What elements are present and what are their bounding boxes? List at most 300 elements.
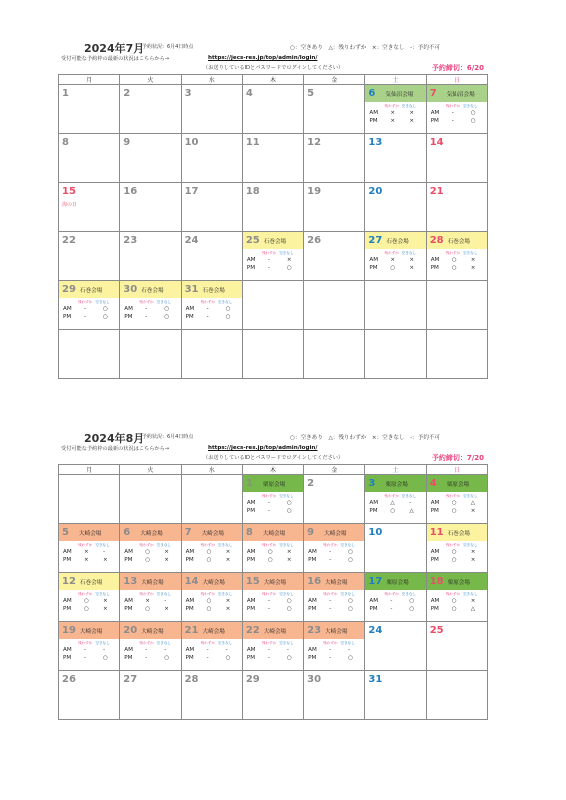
header-none-left: 空きなし [401, 592, 417, 596]
status-none-left: × [409, 257, 415, 263]
am-label: AM [430, 598, 440, 604]
header-none-left: 空きなし [463, 494, 478, 498]
status-few-left: ○ [206, 557, 212, 563]
day-number: 15 [62, 186, 76, 197]
empty-cell [181, 475, 242, 524]
header-few-left: 残わずか [200, 592, 215, 596]
empty-cell [426, 330, 487, 379]
am-row [369, 499, 425, 507]
am-row [308, 548, 364, 556]
day-cell[interactable] [426, 475, 487, 524]
day-cell[interactable] [365, 622, 426, 671]
am-label: AM [246, 647, 256, 653]
day-cell[interactable] [59, 671, 120, 720]
am-label: AM [185, 306, 195, 312]
status-few-left: ○ [206, 598, 212, 604]
pm-row [124, 556, 180, 564]
venue-name: 大崎会場 [79, 628, 103, 635]
status-none-left: × [470, 265, 476, 271]
header-none-left: 空きなし [279, 592, 294, 596]
login-link[interactable]: https://jecs-res.jp/top/admin/login/ [208, 55, 318, 61]
header-few-left: 残わずか [261, 592, 277, 596]
pm-label: PM [63, 655, 72, 661]
header-none-left: 空きなし [463, 592, 478, 596]
day-number: 5 [62, 527, 69, 538]
day-header [365, 671, 425, 688]
am-label: AM [308, 647, 317, 653]
day-number: 29 [245, 674, 260, 685]
day-header [59, 85, 119, 102]
pm-row [63, 654, 119, 662]
day-cell[interactable] [426, 622, 487, 671]
day-cell[interactable] [304, 573, 365, 622]
pm-row [369, 264, 425, 272]
status-none-left: ○ [348, 606, 354, 612]
venue-name: 石巻会場 [141, 287, 164, 294]
calendar-grid [58, 464, 488, 720]
status-few-left: - [329, 606, 332, 612]
status-few-left: ○ [451, 257, 457, 263]
am-row [186, 646, 242, 654]
venue-name: 石巻会場 [79, 287, 103, 294]
day-cell[interactable] [181, 524, 242, 573]
venue-name: 大崎会場 [202, 579, 225, 586]
status-few-left: ○ [451, 598, 457, 604]
month-title: 2024年7月 [84, 42, 145, 55]
day-cell[interactable] [59, 524, 120, 573]
status-few-left: ○ [451, 508, 457, 514]
day-cell[interactable] [181, 573, 242, 622]
pm-row [186, 556, 242, 564]
status-none-left: × [164, 557, 169, 563]
login-link[interactable]: https://jecs-res.jp/top/admin/login/ [208, 445, 318, 451]
header-few-left: 残わずか [261, 494, 277, 498]
day-number: 3 [368, 478, 376, 489]
day-cell[interactable] [181, 281, 242, 330]
status-none-left: △ [470, 500, 475, 506]
status-few-left: ○ [206, 606, 212, 612]
day-header [59, 183, 119, 200]
pm-label: PM [369, 508, 378, 514]
day-cell[interactable] [426, 573, 487, 622]
pm-label: PM [430, 265, 439, 271]
day-header [365, 573, 425, 590]
header-few-left: 残わずか [445, 592, 461, 596]
day-cell[interactable] [59, 281, 120, 330]
day-header [120, 232, 180, 249]
header-none-left: 空きなし [95, 592, 110, 596]
week-row [59, 671, 488, 720]
venue-name: 大崎会場 [263, 579, 287, 586]
status-few-left: - [145, 647, 148, 653]
day-cell[interactable] [304, 475, 365, 524]
day-cell[interactable] [59, 183, 120, 232]
day-header [304, 183, 364, 200]
venue-name: 大崎会場 [201, 530, 224, 537]
day-cell[interactable] [59, 232, 120, 281]
deadline-label: 予約締切：6/20 [431, 64, 484, 72]
day-cell[interactable] [365, 475, 426, 524]
day-header [427, 85, 487, 102]
status-few-left: - [267, 655, 270, 661]
am-label: AM [185, 598, 195, 604]
header-few-left: 残わずか [445, 543, 461, 547]
day-cell[interactable] [120, 183, 181, 232]
venue-name: 大崎会場 [263, 628, 287, 635]
status-none-left: × [225, 598, 231, 604]
day-cell[interactable] [181, 232, 242, 281]
am-label: AM [430, 257, 440, 263]
day-number: 7 [184, 527, 192, 538]
day-header [304, 671, 364, 688]
pm-label: PM [124, 314, 133, 320]
day-header [304, 524, 364, 541]
venue-name: 大崎会場 [202, 628, 225, 635]
day-cell[interactable] [426, 183, 487, 232]
day-header [304, 475, 364, 492]
week-row [59, 232, 488, 281]
day-cell[interactable] [365, 232, 426, 281]
am-label: AM [124, 647, 133, 653]
pm-row [247, 507, 303, 515]
status-none-left: - [409, 500, 412, 506]
calendar-july [58, 40, 488, 379]
day-header [365, 622, 425, 639]
header-none-left: 空きなし [95, 300, 110, 304]
day-cell[interactable] [181, 183, 242, 232]
status-few-left: ○ [451, 500, 457, 506]
header-few-left: 残わずか [200, 641, 215, 645]
day-number: 4 [429, 478, 437, 489]
day-cell[interactable] [120, 85, 181, 134]
header-none-left: 空きなし [340, 543, 355, 547]
day-number: 31 [184, 284, 199, 295]
pm-row [247, 605, 303, 613]
day-cell[interactable] [120, 573, 181, 622]
day-number: 12 [307, 137, 322, 148]
status-few-left: - [145, 314, 148, 320]
venue-name: 栗原会場 [386, 579, 409, 586]
calendar-august [58, 430, 488, 720]
am-row [63, 305, 119, 313]
empty-cell [120, 330, 181, 379]
day-number: 2 [123, 88, 131, 99]
day-number: 3 [184, 88, 192, 99]
day-header [59, 232, 119, 249]
status-few-left: - [206, 306, 209, 312]
day-cell[interactable] [304, 134, 365, 183]
day-number: 13 [368, 137, 383, 148]
day-number: 16 [123, 186, 138, 197]
header-few-left: 残わずか [323, 543, 338, 547]
empty-cell [365, 330, 426, 379]
day-number: 8 [62, 137, 69, 148]
pm-label: PM [308, 655, 317, 661]
am-label: AM [369, 598, 379, 604]
header-none-left: 空きなし [217, 592, 233, 596]
day-cell[interactable] [365, 85, 426, 134]
am-label: AM [63, 549, 72, 555]
day-cell[interactable] [181, 671, 242, 720]
day-header [59, 524, 119, 541]
day-cell[interactable] [59, 622, 120, 671]
pm-label: PM [430, 557, 439, 563]
day-number: 13 [123, 576, 138, 587]
day-cell[interactable] [365, 671, 426, 720]
status-none-left: ○ [409, 598, 415, 604]
day-header [243, 622, 303, 639]
header-none-left: 空きなし [463, 251, 478, 255]
day-header [120, 622, 180, 639]
day-cell[interactable] [120, 622, 181, 671]
status-none-left: △ [409, 508, 414, 514]
day-header [182, 183, 242, 200]
day-cell[interactable] [304, 85, 365, 134]
status-few-left: ○ [451, 265, 457, 271]
header-few-left: 残わずか [384, 494, 399, 498]
day-cell[interactable] [242, 134, 303, 183]
status-none-left: ○ [286, 508, 292, 514]
pm-row [63, 313, 119, 321]
status-none-left: ○ [286, 655, 292, 661]
status-few-left: - [329, 598, 332, 604]
header-none-left: 空きなし [217, 641, 233, 645]
header-none-left: 空きなし [156, 543, 172, 547]
am-label: AM [124, 549, 133, 555]
weekday-label: 日 [426, 75, 487, 85]
day-cell[interactable] [242, 183, 303, 232]
day-header [365, 232, 425, 249]
pm-row [431, 605, 487, 613]
day-cell[interactable] [59, 85, 120, 134]
header-few-left: 残わずか [384, 592, 399, 596]
pm-label: PM [246, 606, 256, 612]
day-number: 6 [368, 88, 376, 99]
pm-row [247, 264, 303, 272]
am-label: AM [308, 598, 317, 604]
day-cell[interactable] [120, 281, 181, 330]
am-row [186, 305, 242, 313]
day-number: 9 [307, 527, 315, 538]
pm-row [431, 264, 487, 272]
day-cell[interactable] [242, 622, 303, 671]
day-cell[interactable] [365, 183, 426, 232]
pm-row [431, 117, 487, 125]
day-cell[interactable] [120, 134, 181, 183]
week-row [59, 183, 488, 232]
pm-label: PM [185, 557, 194, 563]
empty-cell [365, 281, 426, 330]
day-cell[interactable] [304, 622, 365, 671]
day-number: 27 [368, 235, 383, 246]
day-header [182, 524, 242, 541]
day-number: 26 [62, 674, 76, 685]
day-cell[interactable] [242, 85, 303, 134]
pm-row [124, 605, 180, 613]
day-cell[interactable] [59, 134, 120, 183]
day-header [427, 232, 487, 249]
day-header [120, 671, 180, 688]
legend: ○：空きあり △：残りわずか ×：空きなし -：予約不可 [290, 435, 441, 441]
pm-label: PM [369, 606, 378, 612]
week-row [59, 573, 488, 622]
status-few-left: ○ [145, 557, 151, 563]
status-none-left: ○ [164, 655, 170, 661]
day-number: 29 [62, 284, 76, 295]
empty-cell [242, 281, 303, 330]
header-none-left: 空きなし [279, 543, 294, 547]
status-none-left: ○ [409, 606, 415, 612]
legend: ○：空きあり △：残りわずか ×：空きなし -：予約不可 [290, 45, 441, 51]
status-few-left: × [84, 557, 89, 563]
status-none-left: - [164, 598, 167, 604]
status-few-left: - [451, 110, 454, 116]
header-none-left: 空きなし [463, 543, 478, 547]
header-none-left: 空きなし [156, 592, 172, 596]
header-few-left: 残わずか [445, 494, 461, 498]
day-cell[interactable] [181, 134, 242, 183]
weekday-label: 金 [304, 75, 365, 85]
day-cell[interactable] [120, 671, 181, 720]
status-none-left: × [470, 598, 476, 604]
day-cell[interactable] [426, 134, 487, 183]
header-none-left: 空きなし [279, 494, 294, 498]
venue-name: 栗原会場 [262, 481, 286, 488]
day-number: 23 [307, 625, 322, 636]
status-none-left: ○ [164, 306, 170, 312]
venue-name: 石巻会場 [79, 579, 103, 586]
venue-name: 石巻会場 [263, 238, 287, 245]
day-cell[interactable] [120, 232, 181, 281]
day-header [182, 134, 242, 151]
venue-name: 大崎会場 [140, 530, 163, 537]
status-few-left: - [206, 314, 209, 320]
am-row [63, 646, 119, 654]
am-row [124, 597, 180, 605]
venue-name: 石巻会場 [447, 238, 470, 245]
day-number: 4 [245, 88, 253, 99]
status-none-left: ○ [103, 306, 108, 312]
header-few-left: 残わずか [139, 641, 154, 645]
status-none-left: ○ [348, 598, 354, 604]
day-cell[interactable] [426, 232, 487, 281]
empty-cell [59, 475, 120, 524]
am-label: AM [185, 647, 195, 653]
status-few-left: ○ [451, 606, 457, 612]
day-number: 2 [307, 478, 315, 489]
am-row [247, 548, 303, 556]
pm-row [247, 556, 303, 564]
venue-name: 大崎会場 [141, 628, 164, 635]
status-few-left: - [329, 655, 332, 661]
month-title: 2024年8月 [84, 432, 145, 445]
empty-cell [426, 281, 487, 330]
am-row [369, 597, 425, 605]
day-cell[interactable] [304, 524, 365, 573]
am-label: AM [246, 549, 256, 555]
status-few-left: - [145, 655, 148, 661]
am-label: AM [63, 647, 72, 653]
am-row [431, 109, 487, 117]
pm-label: PM [430, 118, 439, 124]
header-few-left: 残わずか [323, 592, 338, 596]
pm-row [186, 313, 242, 321]
status-none-left: ○ [470, 110, 476, 116]
day-header [59, 573, 119, 590]
status-none-left: ○ [164, 314, 170, 320]
pm-label: PM [124, 606, 133, 612]
day-number: 21 [429, 186, 444, 197]
am-label: AM [369, 500, 379, 506]
day-cell[interactable] [242, 475, 303, 524]
day-cell[interactable] [365, 573, 426, 622]
day-cell[interactable] [242, 573, 303, 622]
am-row [63, 597, 119, 605]
venue-name: 気仙沼会場 [446, 91, 475, 98]
day-cell[interactable] [242, 524, 303, 573]
header-few-left: 残わずか [384, 104, 399, 108]
venue-name: 栗原会場 [446, 481, 470, 488]
status-none-left: ○ [348, 549, 354, 555]
am-row [186, 597, 242, 605]
am-label: AM [246, 598, 256, 604]
day-cell[interactable] [426, 85, 487, 134]
day-header [427, 475, 487, 492]
status-none-left: ○ [286, 500, 292, 506]
status-none-left: - [164, 647, 167, 653]
venue-name: 石巻会場 [386, 238, 409, 245]
pm-row [308, 654, 364, 662]
venue-name: 気仙沼会場 [385, 91, 414, 98]
status-few-left: ○ [84, 598, 89, 604]
day-cell[interactable] [365, 134, 426, 183]
day-cell[interactable] [120, 524, 181, 573]
status-few-left: - [329, 557, 332, 563]
day-header [182, 622, 242, 639]
day-cell[interactable] [59, 573, 120, 622]
week-row [59, 622, 488, 671]
day-number: 21 [184, 625, 199, 636]
day-cell[interactable] [304, 183, 365, 232]
header-few-left: 残わずか [200, 300, 215, 304]
status-few-left: ○ [390, 508, 396, 514]
day-cell[interactable] [242, 671, 303, 720]
status-none-left: × [409, 118, 415, 124]
status-few-left: ○ [390, 265, 396, 271]
pm-label: PM [63, 606, 72, 612]
pm-label: PM [185, 606, 194, 612]
day-cell[interactable] [242, 232, 303, 281]
am-label: AM [246, 257, 256, 263]
day-cell[interactable] [181, 622, 242, 671]
am-row [247, 256, 303, 264]
day-cell[interactable] [365, 524, 426, 573]
day-header [120, 281, 180, 298]
day-cell[interactable] [181, 85, 242, 134]
day-header [120, 134, 180, 151]
day-number: 19 [307, 186, 322, 197]
header-few-left: 残わずか [139, 592, 154, 596]
day-cell[interactable] [304, 232, 365, 281]
day-cell[interactable] [426, 524, 487, 573]
am-row [124, 548, 180, 556]
status-none-left: × [164, 606, 169, 612]
day-header [182, 573, 242, 590]
weekday-label: 土 [365, 465, 426, 475]
day-cell[interactable] [304, 671, 365, 720]
status-none-left: × [225, 557, 231, 563]
weekday-label: 水 [181, 75, 242, 85]
